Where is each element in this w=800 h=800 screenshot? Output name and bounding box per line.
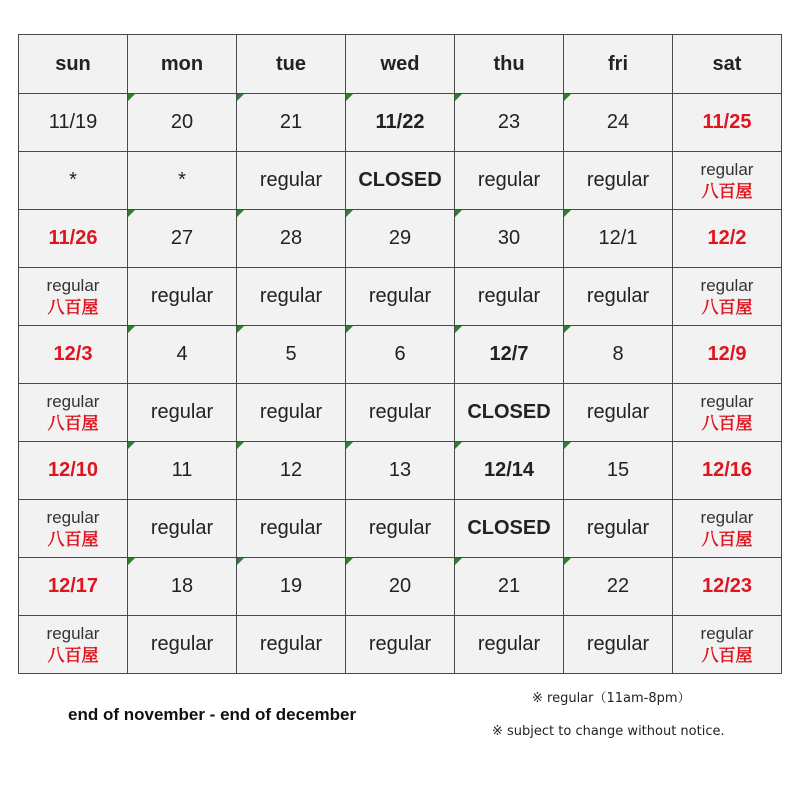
date-cell bbox=[673, 326, 782, 384]
vendor-label: 八百屋 bbox=[701, 181, 753, 201]
status-label: regular bbox=[368, 285, 432, 307]
status-label: regular bbox=[700, 276, 754, 296]
schedule-period-title: end of november - end of december bbox=[68, 705, 357, 724]
date-label: 20 bbox=[388, 575, 412, 597]
date-label: 12/23 bbox=[701, 575, 753, 597]
status-label: regular bbox=[586, 633, 650, 655]
corner-marker-icon bbox=[455, 326, 462, 333]
status-label: * bbox=[178, 169, 186, 191]
status-row bbox=[19, 152, 782, 210]
date-cell bbox=[346, 558, 455, 616]
date-label: 28 bbox=[279, 227, 303, 249]
date-label: 11/25 bbox=[702, 111, 752, 133]
corner-marker-icon bbox=[564, 94, 571, 101]
header-thu: thu bbox=[455, 35, 564, 94]
date-label: 12 bbox=[279, 459, 303, 481]
corner-marker-icon bbox=[346, 326, 353, 333]
status-cell bbox=[19, 268, 128, 326]
status-label: regular bbox=[586, 169, 650, 191]
status-label: regular bbox=[700, 624, 754, 644]
date-label: 22 bbox=[606, 575, 630, 597]
status-cell bbox=[673, 616, 782, 674]
status-label: regular bbox=[586, 401, 650, 423]
status-label: regular bbox=[259, 517, 323, 539]
vendor-label: 八百屋 bbox=[701, 297, 753, 317]
status-cell bbox=[455, 152, 564, 210]
date-label: 13 bbox=[388, 459, 412, 481]
date-cell bbox=[455, 558, 564, 616]
status-cell bbox=[346, 152, 455, 210]
vendor-label: 八百屋 bbox=[47, 297, 99, 317]
vendor-label: 八百屋 bbox=[701, 413, 753, 433]
date-label: 5 bbox=[285, 343, 297, 365]
status-label: regular bbox=[700, 160, 754, 180]
date-cell bbox=[19, 442, 128, 500]
status-label: regular bbox=[46, 392, 100, 412]
corner-marker-icon bbox=[237, 558, 244, 565]
status-cell bbox=[19, 500, 128, 558]
date-cell bbox=[19, 326, 128, 384]
status-cell bbox=[128, 384, 237, 442]
status-cell bbox=[455, 268, 564, 326]
status-label: regular bbox=[150, 517, 214, 539]
corner-marker-icon bbox=[564, 210, 571, 217]
corner-marker-icon bbox=[128, 442, 135, 449]
date-cell bbox=[673, 558, 782, 616]
corner-marker-icon bbox=[564, 558, 571, 565]
date-label: 24 bbox=[606, 111, 630, 133]
corner-marker-icon bbox=[237, 326, 244, 333]
regular-hours-note: ※ regular（11am-8pm） bbox=[532, 691, 691, 706]
date-cell bbox=[128, 210, 237, 268]
status-cell bbox=[673, 152, 782, 210]
corner-marker-icon bbox=[346, 442, 353, 449]
status-cell bbox=[346, 268, 455, 326]
status-cell bbox=[237, 616, 346, 674]
date-label: 21 bbox=[497, 575, 521, 597]
date-label: 19 bbox=[279, 575, 303, 597]
schedule-calendar bbox=[18, 34, 782, 674]
status-cell bbox=[346, 616, 455, 674]
status-cell bbox=[128, 616, 237, 674]
status-label: regular bbox=[259, 633, 323, 655]
date-label: 11 bbox=[171, 459, 193, 481]
date-label: 27 bbox=[170, 227, 194, 249]
closed-label: CLOSED bbox=[467, 401, 551, 423]
status-cell bbox=[237, 152, 346, 210]
date-label: 11/19 bbox=[48, 111, 98, 133]
date-label: 4 bbox=[176, 343, 188, 365]
corner-marker-icon bbox=[128, 326, 135, 333]
corner-marker-icon bbox=[455, 210, 462, 217]
date-cell bbox=[237, 558, 346, 616]
date-cell bbox=[19, 558, 128, 616]
date-cell bbox=[128, 94, 237, 152]
corner-marker-icon bbox=[455, 558, 462, 565]
corner-marker-icon bbox=[237, 210, 244, 217]
status-cell bbox=[564, 500, 673, 558]
date-label: 29 bbox=[388, 227, 412, 249]
status-label: regular bbox=[368, 633, 432, 655]
status-cell bbox=[128, 152, 237, 210]
date-cell bbox=[673, 442, 782, 500]
date-label: 20 bbox=[170, 111, 194, 133]
date-label: 23 bbox=[497, 111, 521, 133]
header-wed: wed bbox=[346, 35, 455, 94]
date-cell bbox=[128, 442, 237, 500]
status-label: regular bbox=[150, 633, 214, 655]
date-row bbox=[19, 94, 782, 152]
closed-label: CLOSED bbox=[467, 517, 551, 539]
date-label: 6 bbox=[394, 343, 406, 365]
date-cell bbox=[564, 210, 673, 268]
date-label: 8 bbox=[612, 343, 624, 365]
status-cell bbox=[673, 268, 782, 326]
status-label: regular bbox=[46, 276, 100, 296]
status-cell bbox=[455, 384, 564, 442]
date-cell bbox=[19, 210, 128, 268]
date-cell bbox=[673, 210, 782, 268]
corner-marker-icon bbox=[564, 442, 571, 449]
date-label: 12/3 bbox=[53, 343, 93, 365]
vendor-label: 八百屋 bbox=[47, 529, 99, 549]
date-cell bbox=[237, 94, 346, 152]
date-cell bbox=[455, 94, 564, 152]
status-cell bbox=[564, 384, 673, 442]
corner-marker-icon bbox=[346, 210, 353, 217]
corner-marker-icon bbox=[128, 210, 135, 217]
date-cell bbox=[128, 326, 237, 384]
corner-marker-icon bbox=[128, 558, 135, 565]
status-label: regular bbox=[150, 401, 214, 423]
date-cell bbox=[19, 94, 128, 152]
date-cell bbox=[346, 442, 455, 500]
status-label: regular bbox=[477, 633, 541, 655]
date-cell bbox=[237, 210, 346, 268]
status-label: regular bbox=[259, 401, 323, 423]
date-label: 12/7 bbox=[489, 343, 529, 365]
status-cell bbox=[455, 616, 564, 674]
status-cell bbox=[346, 500, 455, 558]
status-label: * bbox=[69, 169, 77, 191]
header-mon: mon bbox=[128, 35, 237, 94]
status-cell bbox=[237, 384, 346, 442]
date-cell bbox=[455, 210, 564, 268]
status-cell bbox=[237, 500, 346, 558]
date-label: 12/2 bbox=[707, 227, 747, 249]
status-cell bbox=[564, 268, 673, 326]
header-tue: tue bbox=[237, 35, 346, 94]
status-cell bbox=[19, 616, 128, 674]
status-cell bbox=[237, 268, 346, 326]
date-cell bbox=[673, 94, 782, 152]
weekday-header-row bbox=[19, 35, 782, 94]
date-label: 21 bbox=[279, 111, 303, 133]
date-row bbox=[19, 442, 782, 500]
header-sat: sat bbox=[673, 35, 782, 94]
date-row bbox=[19, 210, 782, 268]
corner-marker-icon bbox=[128, 94, 135, 101]
status-label: regular bbox=[700, 392, 754, 412]
date-cell bbox=[346, 94, 455, 152]
corner-marker-icon bbox=[564, 326, 571, 333]
status-label: regular bbox=[259, 169, 323, 191]
date-label: 18 bbox=[170, 575, 194, 597]
status-label: regular bbox=[150, 285, 214, 307]
status-cell bbox=[19, 152, 128, 210]
corner-marker-icon bbox=[237, 94, 244, 101]
status-row bbox=[19, 500, 782, 558]
date-row bbox=[19, 558, 782, 616]
corner-marker-icon bbox=[455, 94, 462, 101]
status-cell bbox=[128, 500, 237, 558]
vendor-label: 八百屋 bbox=[701, 529, 753, 549]
date-label: 12/1 bbox=[598, 227, 638, 249]
vendor-label: 八百屋 bbox=[47, 413, 99, 433]
status-label: regular bbox=[368, 401, 432, 423]
date-label: 12/9 bbox=[707, 343, 747, 365]
status-label: regular bbox=[477, 285, 541, 307]
corner-marker-icon bbox=[455, 442, 462, 449]
date-cell bbox=[564, 442, 673, 500]
status-label: regular bbox=[368, 517, 432, 539]
date-label: 12/16 bbox=[701, 459, 753, 481]
closed-label: CLOSED bbox=[358, 169, 442, 191]
status-label: regular bbox=[586, 517, 650, 539]
date-cell bbox=[564, 558, 673, 616]
status-label: regular bbox=[259, 285, 323, 307]
corner-marker-icon bbox=[237, 442, 244, 449]
date-label: 12/10 bbox=[47, 459, 99, 481]
status-row bbox=[19, 268, 782, 326]
date-cell bbox=[346, 210, 455, 268]
date-label: 30 bbox=[497, 227, 521, 249]
date-cell bbox=[128, 558, 237, 616]
status-cell bbox=[19, 384, 128, 442]
corner-marker-icon bbox=[346, 94, 353, 101]
date-label: 11/26 bbox=[48, 227, 98, 249]
vendor-label: 八百屋 bbox=[47, 645, 99, 665]
date-label: 12/14 bbox=[483, 459, 535, 481]
status-label: regular bbox=[477, 169, 541, 191]
date-cell bbox=[564, 326, 673, 384]
date-label: 12/17 bbox=[47, 575, 99, 597]
calendar-body bbox=[19, 94, 782, 674]
status-cell bbox=[564, 616, 673, 674]
date-cell bbox=[346, 326, 455, 384]
status-label: regular bbox=[46, 624, 100, 644]
date-label: 11/22 bbox=[375, 111, 425, 133]
status-cell bbox=[673, 500, 782, 558]
status-cell bbox=[673, 384, 782, 442]
change-notice: ※ subject to change without notice. bbox=[492, 724, 725, 739]
status-label: regular bbox=[586, 285, 650, 307]
vendor-label: 八百屋 bbox=[701, 645, 753, 665]
status-cell bbox=[564, 152, 673, 210]
date-label: 15 bbox=[606, 459, 630, 481]
status-label: regular bbox=[46, 508, 100, 528]
status-label: regular bbox=[700, 508, 754, 528]
status-cell bbox=[128, 268, 237, 326]
status-row bbox=[19, 616, 782, 674]
status-row bbox=[19, 384, 782, 442]
date-row bbox=[19, 326, 782, 384]
date-cell bbox=[237, 326, 346, 384]
date-cell bbox=[564, 94, 673, 152]
header-sun: sun bbox=[19, 35, 128, 94]
date-cell bbox=[455, 442, 564, 500]
status-cell bbox=[455, 500, 564, 558]
status-cell bbox=[346, 384, 455, 442]
header-fri: fri bbox=[564, 35, 673, 94]
date-cell bbox=[237, 442, 346, 500]
corner-marker-icon bbox=[346, 558, 353, 565]
date-cell bbox=[455, 326, 564, 384]
